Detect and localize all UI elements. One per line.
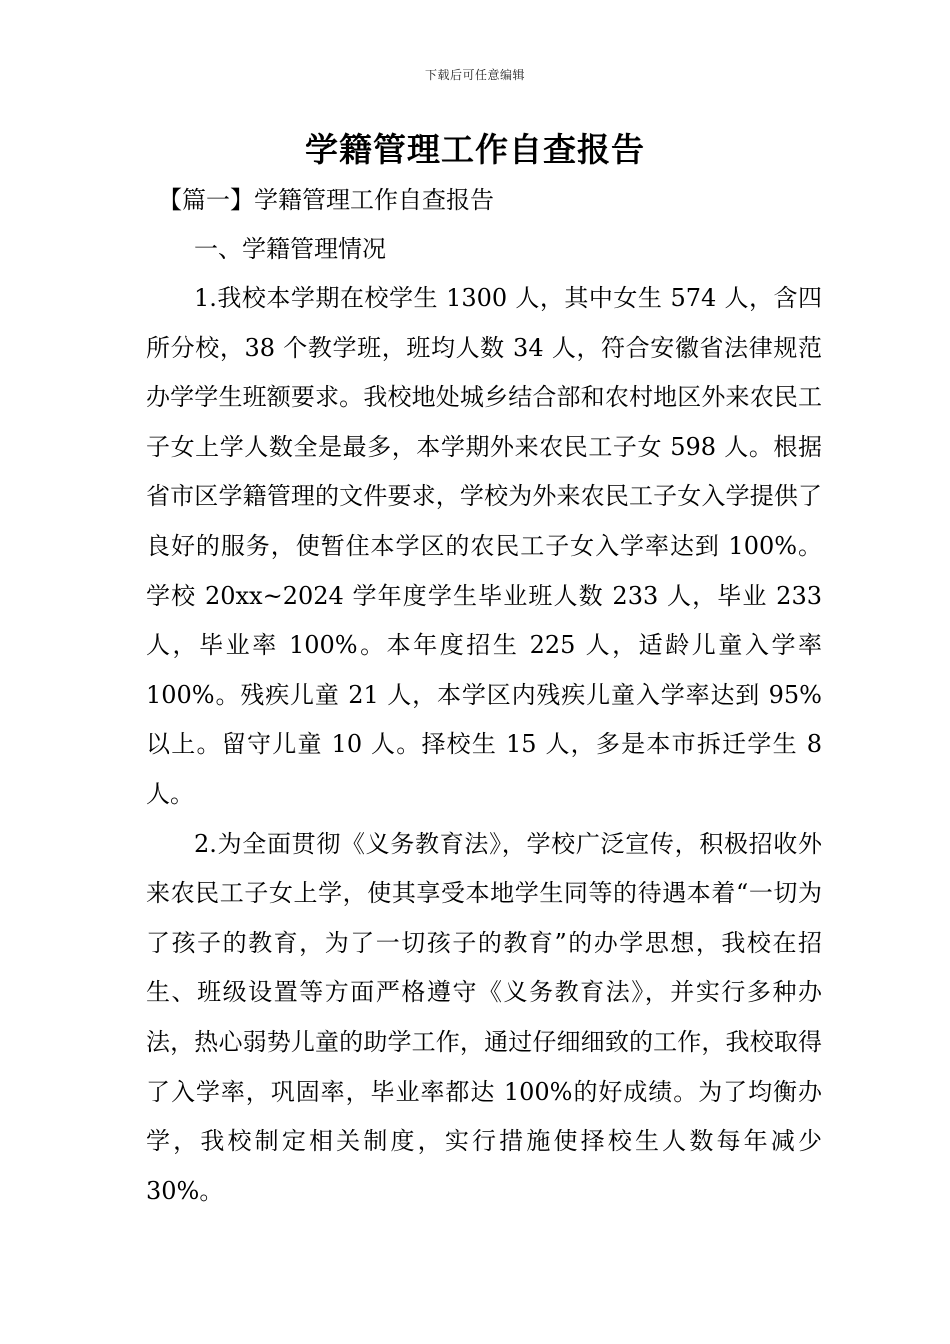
document-title: 学籍管理工作自查报告 — [305, 130, 645, 169]
section-heading: 一、学籍管理情况 — [194, 235, 386, 263]
header-note: 下载后可任意编辑 — [424, 68, 525, 82]
document-body — [146, 176, 822, 1216]
paragraph-2: 2.为全面贯彻《义务教育法》，学校广泛宣传，积极招收外来农民工子女上学，使其享受本地学生同等的待遇本着“一切为了孩子的教育，为了一切孩子的教育”的办学思想，我校在招生、班级设置等方面严格遵守《义务教育法》，并实行多种办法，热心弱势儿童的助学工作，通过仔细细致的工作，我校取得了入学率，巩固率，毕业率都达 100%的好成绩。为了均衡办学，我校制定相关制度，实行措施使择校生人数每年减少 30%。 — [146, 829, 822, 1205]
paragraph-1: 1.我校本学期在校学生 1300 人，其中女生 574 人，含四所分校，38 个教学班，班均人数 34 人，符合安徽省法律规范办学学生班额要求。我校地处城乡结合部和农村地区外来农民工子女上学人数全是最多，本学期外来农民工子女 598 人。根据省市区学籍管理的文件要求，学校为外来农民工子女入学提供了良好的服务，使暂住本学区的农民工子女入学率达到 100%。学校 20xx~2024 学年度学生毕业班人数 233 人，毕业 233 人，毕业率 100%。本年度招生 225 人，适龄儿童入学率 100%。残疾儿童 21 人，本学区内残疾儿童入学率达到 95%以上。留守儿童 10 人。择校生 15 人，多是本市拆迁学生 8 人。 — [146, 284, 822, 808]
document-subtitle: 【篇一】学籍管理工作自查报告 — [158, 186, 494, 214]
